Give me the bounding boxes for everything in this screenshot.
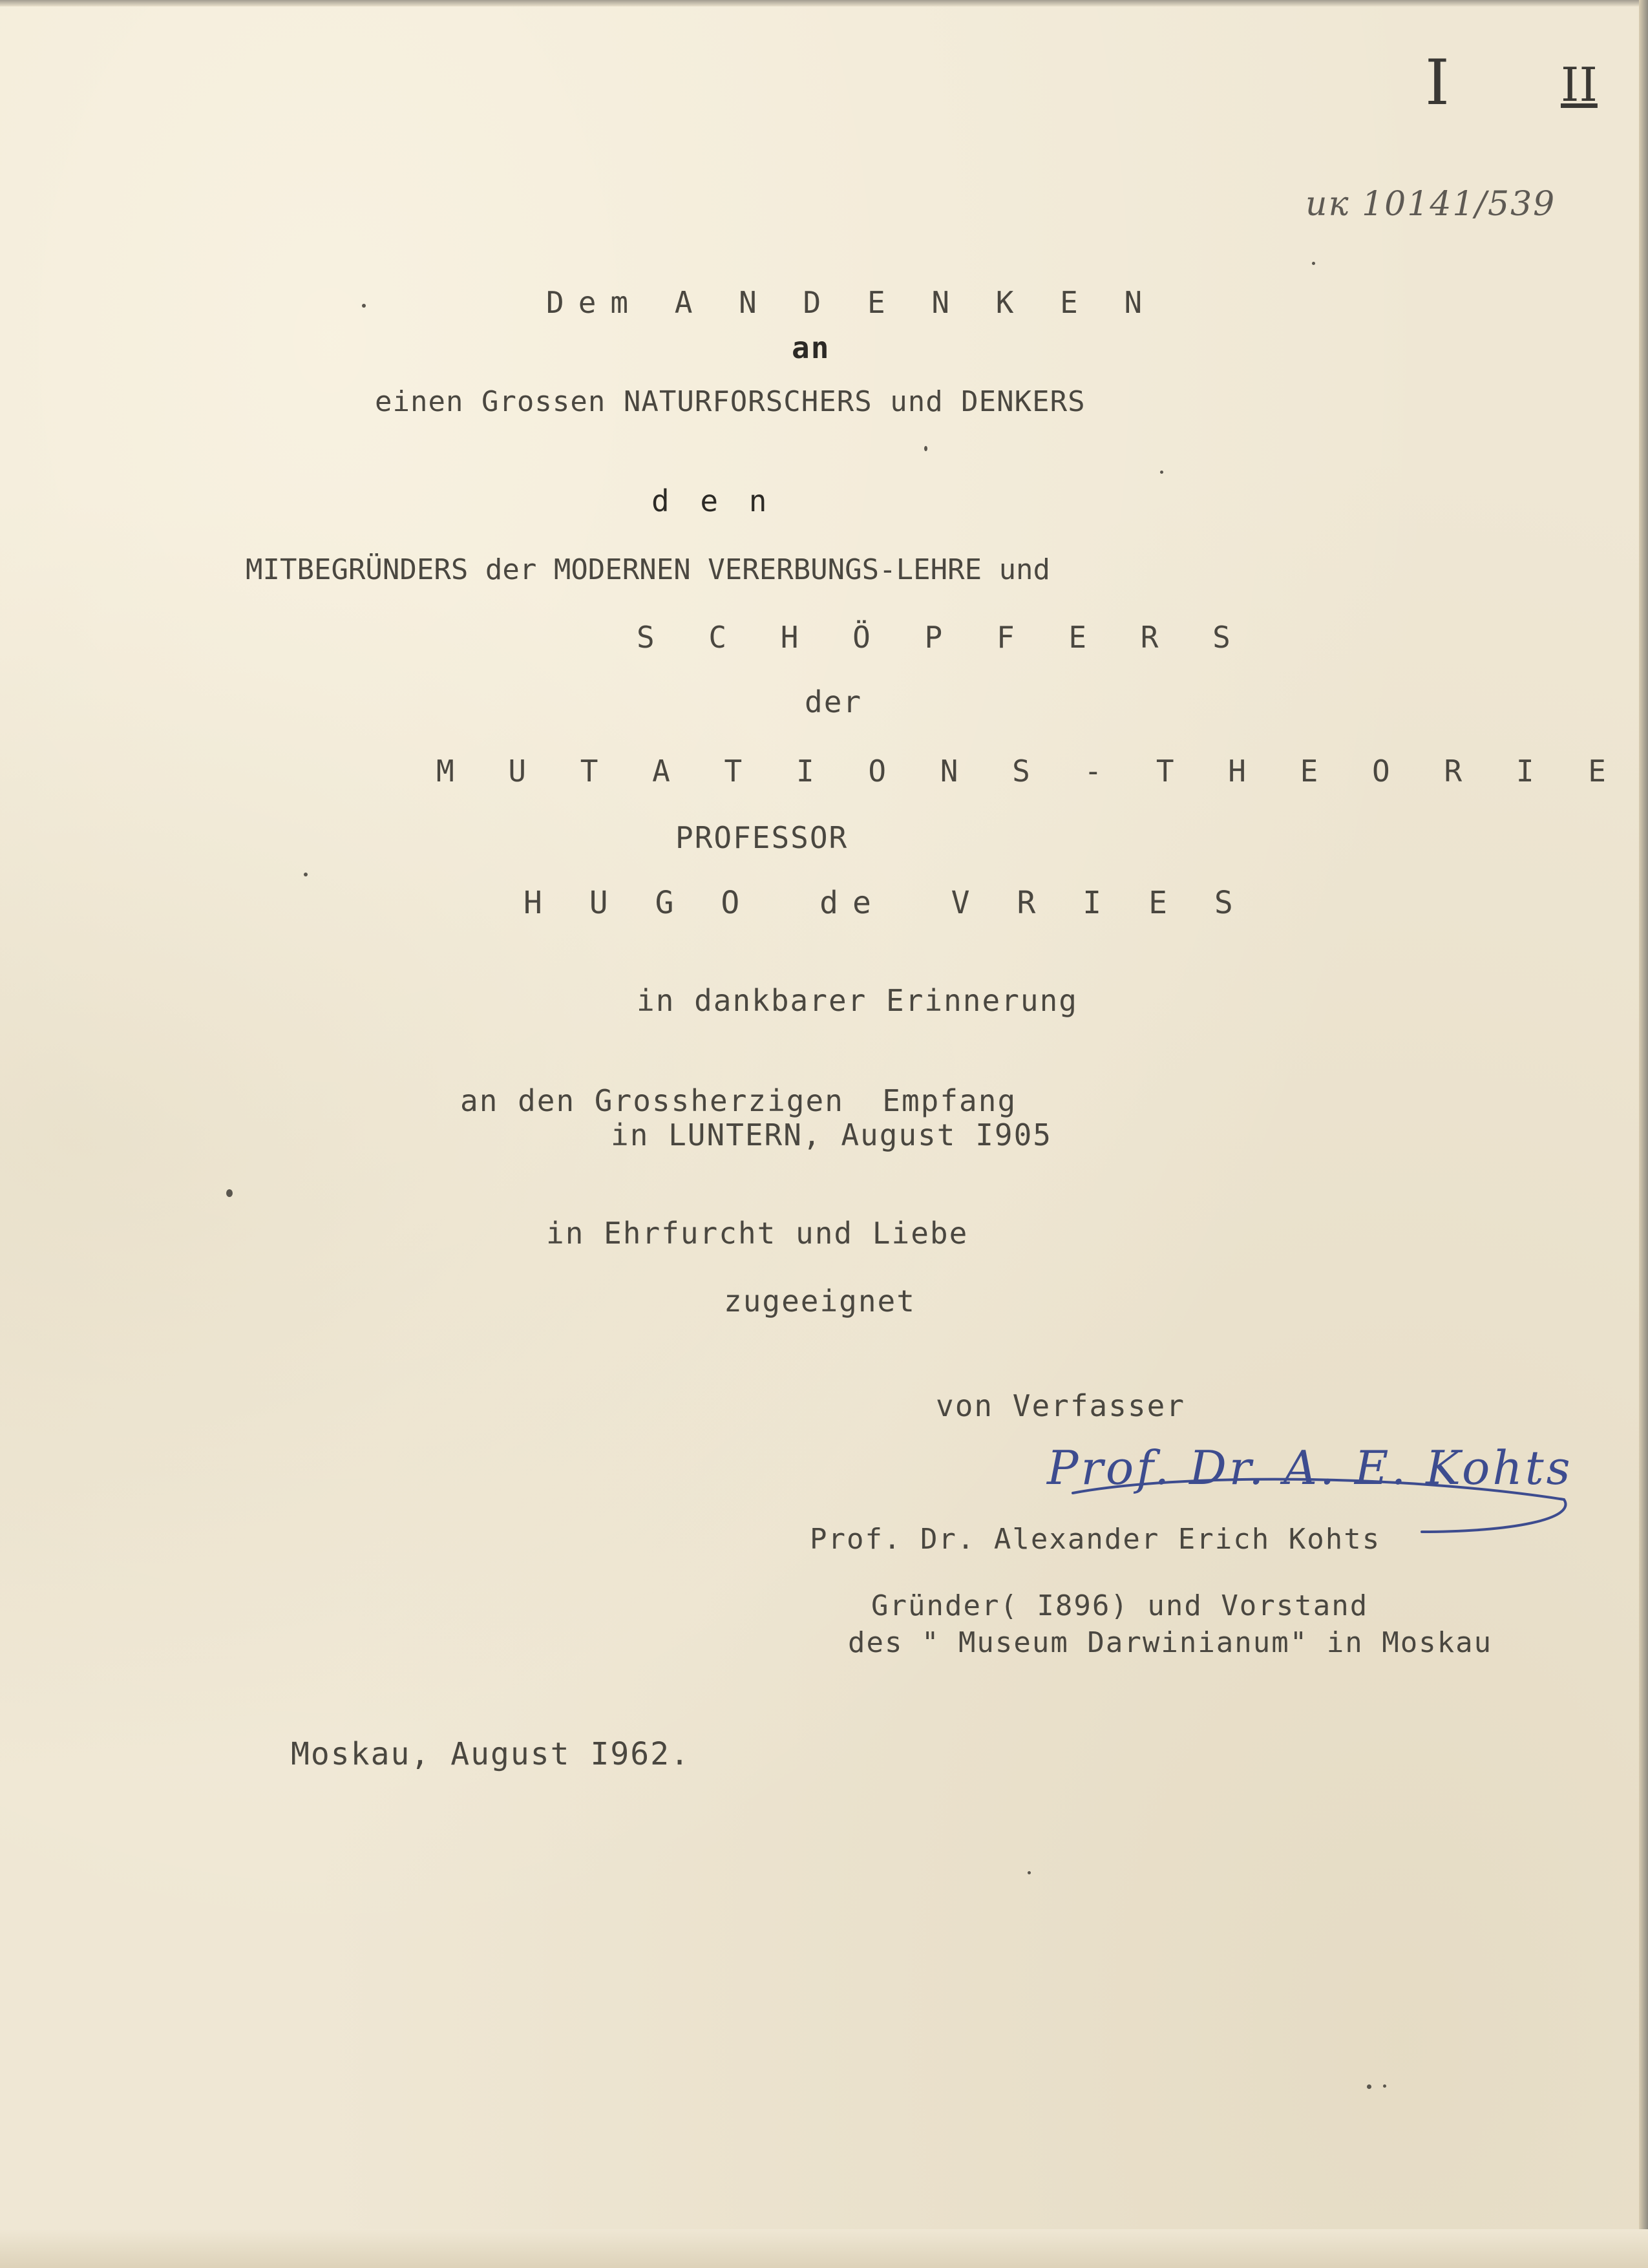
author-role-line-1: Gründer( I896) und Vorstand	[871, 1589, 1369, 1622]
speck	[1367, 2084, 1371, 2089]
author-name: Prof. Dr. Alexander Erich Kohts	[810, 1523, 1381, 1556]
dedication-line-11: in dankbarer Erinnerung	[637, 983, 1078, 1018]
speck	[1383, 2084, 1386, 2088]
speck	[362, 304, 366, 308]
page-bottom-edge	[0, 2229, 1648, 2268]
speck	[304, 873, 308, 876]
dedication-line-2: an	[792, 330, 830, 365]
dedication-line-12: an den Grossherzigen Empfang	[460, 1083, 1017, 1118]
dedication-line-10: H U G O de V R I E S	[523, 885, 1247, 921]
speck	[226, 1189, 233, 1197]
dedication-line-3: einen Grossen NATURFORSCHERS und DENKERS	[375, 385, 1086, 418]
handwritten-signature: Prof. Dr. A. E. Kohts	[1047, 1441, 1573, 1495]
dedication-line-14: in Ehrfurcht und Liebe	[546, 1216, 969, 1251]
archive-reference: ик 10141/539	[1305, 185, 1556, 224]
place-date: Moskau, August I962.	[291, 1736, 690, 1772]
dedication-line-5: MITBEGRÜNDERS der MODERNEN VERERBUNGS-LEHRE und	[246, 553, 1051, 586]
dedication-line-9: PROFESSOR	[675, 820, 849, 855]
dedication-line-1: Dem A N D E N K E N	[546, 285, 1157, 320]
author-role-line-2: des " Museum Darwinianum" in Moskau	[848, 1626, 1493, 1659]
roman-numeral-one: I	[1425, 47, 1450, 119]
dedication-line-8: M U T A T I O N S - T H E O R I E	[436, 754, 1624, 789]
roman-numeral-two: II	[1561, 58, 1598, 112]
dedication-line-15: zugeeignet	[724, 1284, 916, 1319]
dedication-line-4: d e n	[651, 483, 774, 518]
von-verfasser: von Verfasser	[936, 1388, 1186, 1423]
dedication-line-13: in LUNTERN, August I905	[611, 1118, 1052, 1152]
speck	[1160, 471, 1163, 474]
page-right-edge	[1639, 0, 1648, 2268]
speck	[1028, 1871, 1031, 1874]
dedication-line-6: S C H Ö P F E R S	[637, 620, 1249, 655]
speck	[924, 446, 927, 451]
dedication-line-7: der	[805, 684, 863, 719]
speck	[1312, 262, 1315, 265]
page-top-edge	[0, 0, 1648, 6]
